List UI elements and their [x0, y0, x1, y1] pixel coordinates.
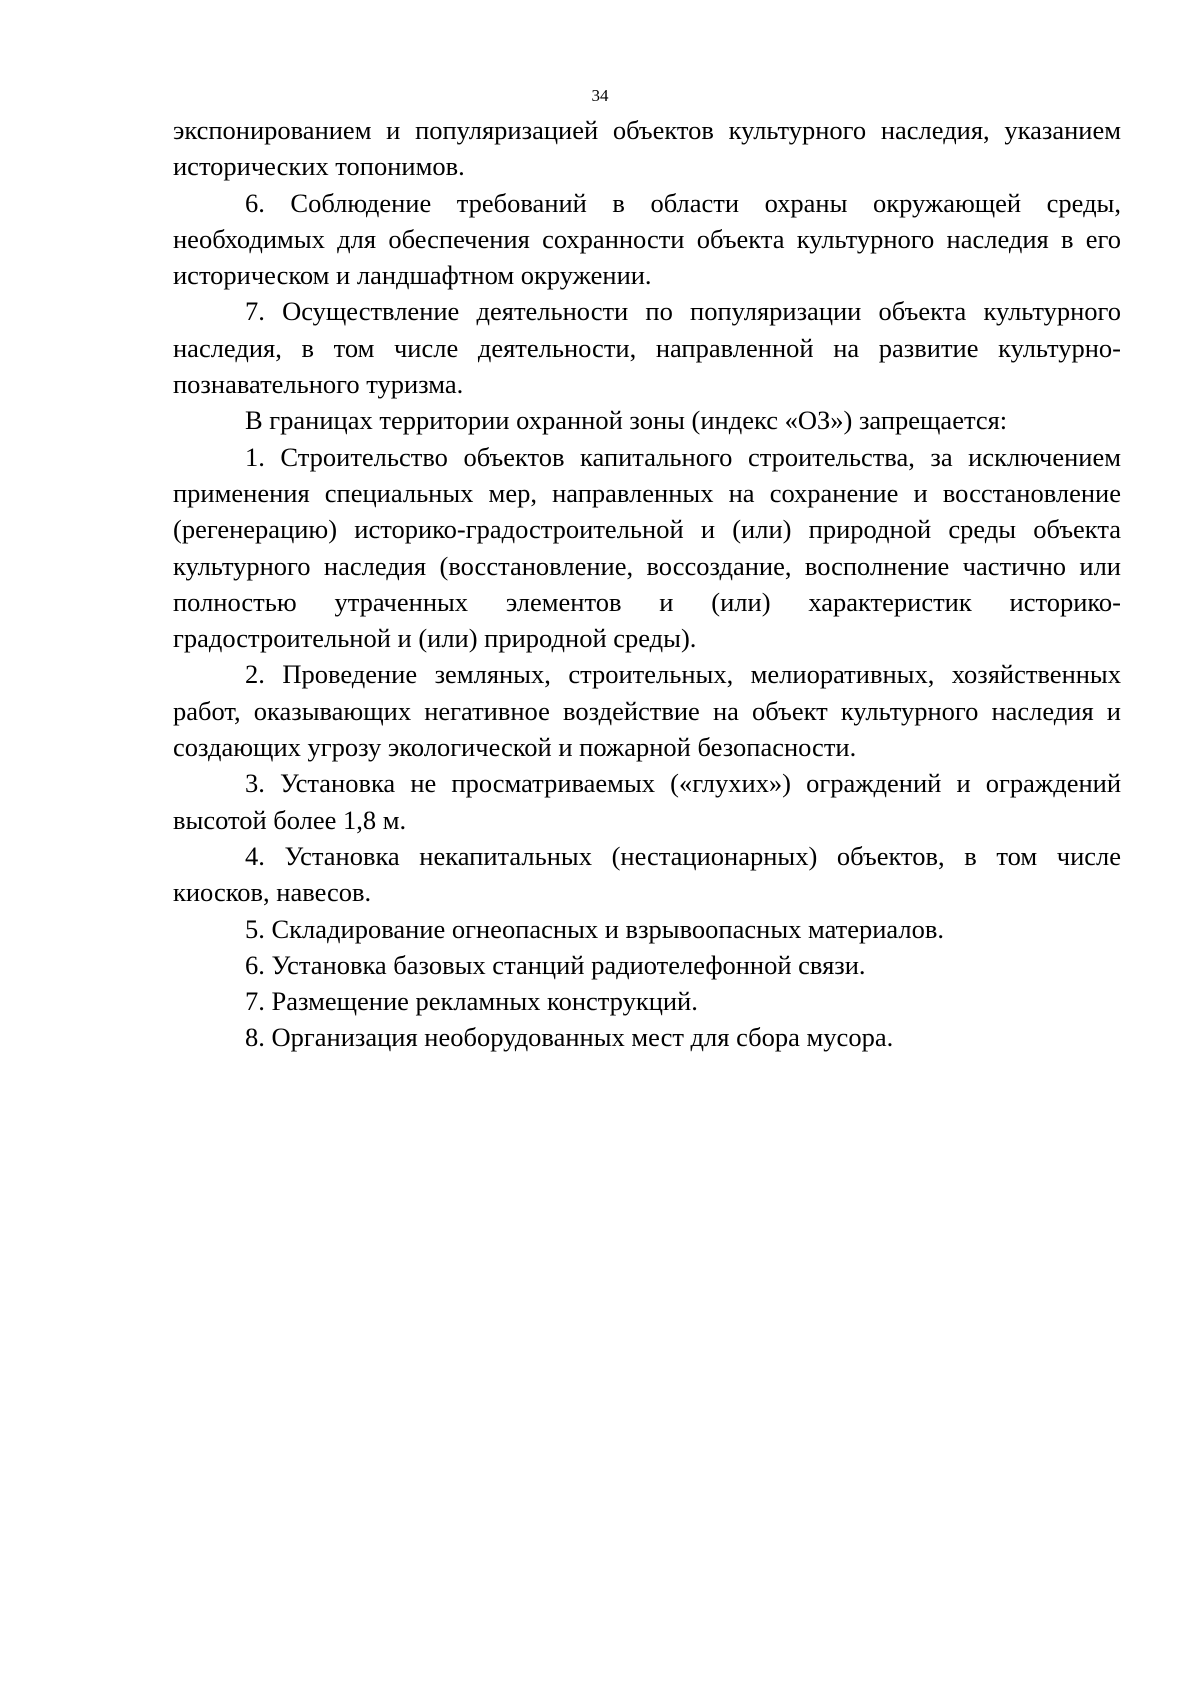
paragraph-prohibition-4: 4. Установка некапитальных (нестационарных) объектов, в том числе киосков, навесов.	[173, 840, 1121, 908]
paragraph-prohibition-2: 2. Проведение земляных, строительных, мелиоративных, хозяйственных работ, оказывающих негативное воздействие на объект культурного наследия и создающих угрозу экологической и пожарной безопасности.	[173, 659, 1121, 763]
paragraph-prohibition-5: 5. Складирование огнеопасных и взрывоопасных материалов.	[245, 913, 945, 944]
paragraph-prohibition-6: 6. Установка базовых станций радиотелефонной связи.	[245, 949, 866, 980]
paragraph-item-7-popularization: 7. Осуществление деятельности по популяризации объекта культурного наследия, в том числе деятельности, направленной на развитие культурно-познавательного туризма.	[173, 296, 1121, 400]
paragraph-prohibition-1: 1. Строительство объектов капитального строительства, за исключением применения специальных мер, направленных на сохранение и восстановление (регенерацию) историко-градостроительной и (или) природной среды объекта культурного наследия (восстановление, воссоздание, восполнение частично или полностью утраченных элементов и (или) характеристик историко-градостроительной и (или) природной среды).	[173, 441, 1121, 654]
page-number: 34	[591, 86, 609, 105]
paragraph-prohibition-8: 8. Организация необорудованных мест для сбора мусора.	[245, 1022, 894, 1053]
paragraph-prohibition-3: 3. Установка не просматриваемых («глухих») ограждений и ограждений высотой более 1,8 м.	[173, 768, 1121, 835]
paragraph-prohibition-7: 7. Размещение рекламных конструкций.	[245, 986, 698, 1017]
document-body	[173, 112, 1121, 1056]
paragraph-item-6-environment: 6. Соблюдение требований в области охраны окружающей среды, необходимых для обеспечения сохранности объекта культурного наследия в его историческом и ландшафтном окружении.	[173, 187, 1121, 291]
paragraph-prohibitions-intro: В границах территории охранной зоны (индекс «ОЗ») запрещается:	[245, 405, 1008, 436]
paragraph-continuation: экспонированием и популяризацией объектов культурного наследия, указанием исторических топонимов.	[173, 115, 1121, 182]
